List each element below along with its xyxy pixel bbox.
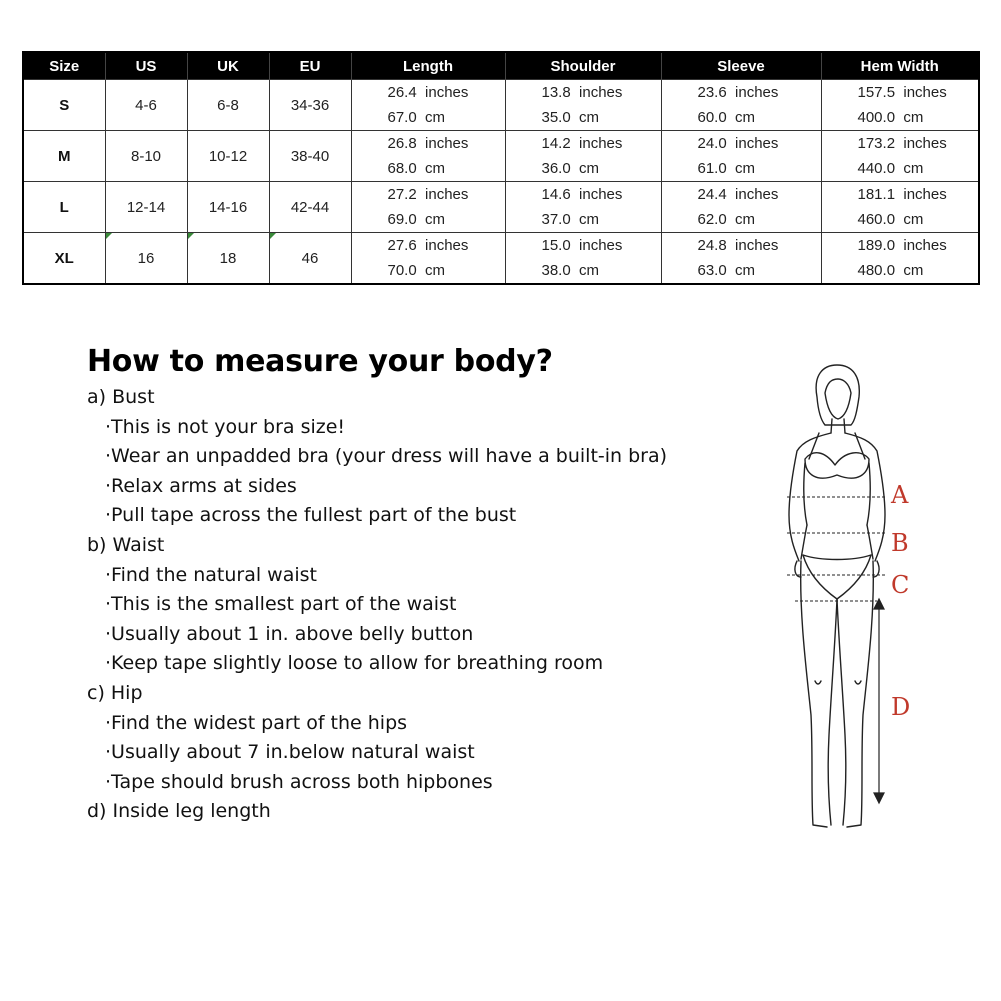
us-size-cell: 8-10 bbox=[105, 131, 187, 182]
eu-size-cell: 38-40 bbox=[269, 131, 351, 182]
length-cm-cell: 68.0 cm bbox=[351, 156, 505, 182]
size-cell: S bbox=[23, 80, 105, 131]
header-shoulder: Shoulder bbox=[505, 52, 661, 80]
sleeve-cm-cell: 61.0 cm bbox=[661, 156, 821, 182]
sleeve-cm-cell: 60.0 cm bbox=[661, 105, 821, 131]
sleeve-inches-cell: 24.8 inches bbox=[661, 233, 821, 259]
shoulder-inches-cell: 14.2 inches bbox=[505, 131, 661, 157]
hem-width-cm-cell: 460.0 cm bbox=[821, 207, 979, 233]
shoulder-inches-cell: 15.0 inches bbox=[505, 233, 661, 259]
guide-section-heading: b) Waist bbox=[87, 533, 165, 556]
body-outline-illustration bbox=[765, 355, 965, 840]
shoulder-inches-cell: 13.8 inches bbox=[505, 80, 661, 106]
us-size-cell: 16 bbox=[105, 233, 187, 285]
shoulder-cm-cell: 38.0 cm bbox=[505, 258, 661, 284]
guide-tip: ·Usually about 7 in.below natural waist bbox=[105, 741, 475, 764]
sleeve-inches-cell: 24.4 inches bbox=[661, 182, 821, 208]
table-row bbox=[23, 233, 979, 259]
hem-width-inches-cell: 157.5 inches bbox=[821, 80, 979, 106]
table-row bbox=[23, 80, 979, 106]
eu-size-cell: 34-36 bbox=[269, 80, 351, 131]
length-inches-cell: 27.2 inches bbox=[351, 182, 505, 208]
sleeve-cm-cell: 63.0 cm bbox=[661, 258, 821, 284]
header-uk: UK bbox=[187, 52, 269, 80]
table-row bbox=[23, 131, 979, 157]
guide-tip: ·This is the smallest part of the waist bbox=[105, 593, 457, 616]
uk-size-cell: 18 bbox=[187, 233, 269, 285]
guide-tip: ·Keep tape slightly loose to allow for breathing room bbox=[105, 652, 604, 675]
hem-width-inches-cell: 173.2 inches bbox=[821, 131, 979, 157]
label-d: D bbox=[891, 693, 911, 721]
size-cell: L bbox=[23, 182, 105, 233]
guide-title: How to measure your body? bbox=[87, 344, 553, 379]
label-c: C bbox=[891, 571, 910, 599]
size-cell: M bbox=[23, 131, 105, 182]
uk-size-cell: 10-12 bbox=[187, 131, 269, 182]
sleeve-inches-cell: 23.6 inches bbox=[661, 80, 821, 106]
guide-tip: ·This is not your bra size! bbox=[105, 415, 346, 438]
eu-size-cell: 46 bbox=[269, 233, 351, 285]
guide-list bbox=[87, 383, 747, 827]
length-inches-cell: 27.6 inches bbox=[351, 233, 505, 259]
uk-size-cell: 14-16 bbox=[187, 182, 269, 233]
label-a: A bbox=[891, 481, 909, 509]
eu-size-cell: 42-44 bbox=[269, 182, 351, 233]
hem-width-inches-cell: 181.1 inches bbox=[821, 182, 979, 208]
header-sleeve: Sleeve bbox=[661, 52, 821, 80]
length-cm-cell: 70.0 cm bbox=[351, 258, 505, 284]
sleeve-inches-cell: 24.0 inches bbox=[661, 131, 821, 157]
header-hem-width: Hem Width bbox=[821, 52, 979, 80]
guide-tip: ·Wear an unpadded bra (your dress will have a built-in bra) bbox=[105, 445, 668, 468]
header-us: US bbox=[105, 52, 187, 80]
label-b: B bbox=[891, 529, 909, 557]
body-figure bbox=[765, 355, 965, 840]
size-chart-header-row bbox=[23, 52, 979, 80]
length-cm-cell: 67.0 cm bbox=[351, 105, 505, 131]
length-inches-cell: 26.4 inches bbox=[351, 80, 505, 106]
shoulder-cm-cell: 35.0 cm bbox=[505, 105, 661, 131]
guide-tip: ·Pull tape across the fullest part of the bust bbox=[105, 504, 517, 527]
table-row bbox=[23, 182, 979, 208]
guide-section-heading: d) Inside leg length bbox=[87, 800, 271, 823]
shoulder-cm-cell: 36.0 cm bbox=[505, 156, 661, 182]
hem-width-cm-cell: 400.0 cm bbox=[821, 105, 979, 131]
uk-size-cell: 6-8 bbox=[187, 80, 269, 131]
length-cm-cell: 69.0 cm bbox=[351, 207, 505, 233]
hem-width-cm-cell: 440.0 cm bbox=[821, 156, 979, 182]
guide-tip: ·Find the widest part of the hips bbox=[105, 711, 408, 734]
size-cell: XL bbox=[23, 233, 105, 285]
us-size-cell: 4-6 bbox=[105, 80, 187, 131]
guide-tip: ·Usually about 1 in. above belly button bbox=[105, 622, 474, 645]
measure-guide bbox=[87, 344, 747, 827]
guide-section-heading: a) Bust bbox=[87, 386, 155, 408]
size-chart-table bbox=[22, 51, 980, 285]
guide-tip: ·Relax arms at sides bbox=[105, 474, 297, 497]
length-inches-cell: 26.8 inches bbox=[351, 131, 505, 157]
shoulder-inches-cell: 14.6 inches bbox=[505, 182, 661, 208]
header-size: Size bbox=[23, 52, 105, 80]
sleeve-cm-cell: 62.0 cm bbox=[661, 207, 821, 233]
us-size-cell: 12-14 bbox=[105, 182, 187, 233]
hem-width-inches-cell: 189.0 inches bbox=[821, 233, 979, 259]
hem-width-cm-cell: 480.0 cm bbox=[821, 258, 979, 284]
size-chart-body bbox=[23, 80, 979, 285]
shoulder-cm-cell: 37.0 cm bbox=[505, 207, 661, 233]
header-eu: EU bbox=[269, 52, 351, 80]
header-length: Length bbox=[351, 52, 505, 80]
guide-tip: ·Find the natural waist bbox=[105, 563, 317, 586]
guide-section-heading: c) Hip bbox=[87, 681, 143, 704]
guide-tip: ·Tape should brush across both hipbones bbox=[105, 770, 493, 793]
